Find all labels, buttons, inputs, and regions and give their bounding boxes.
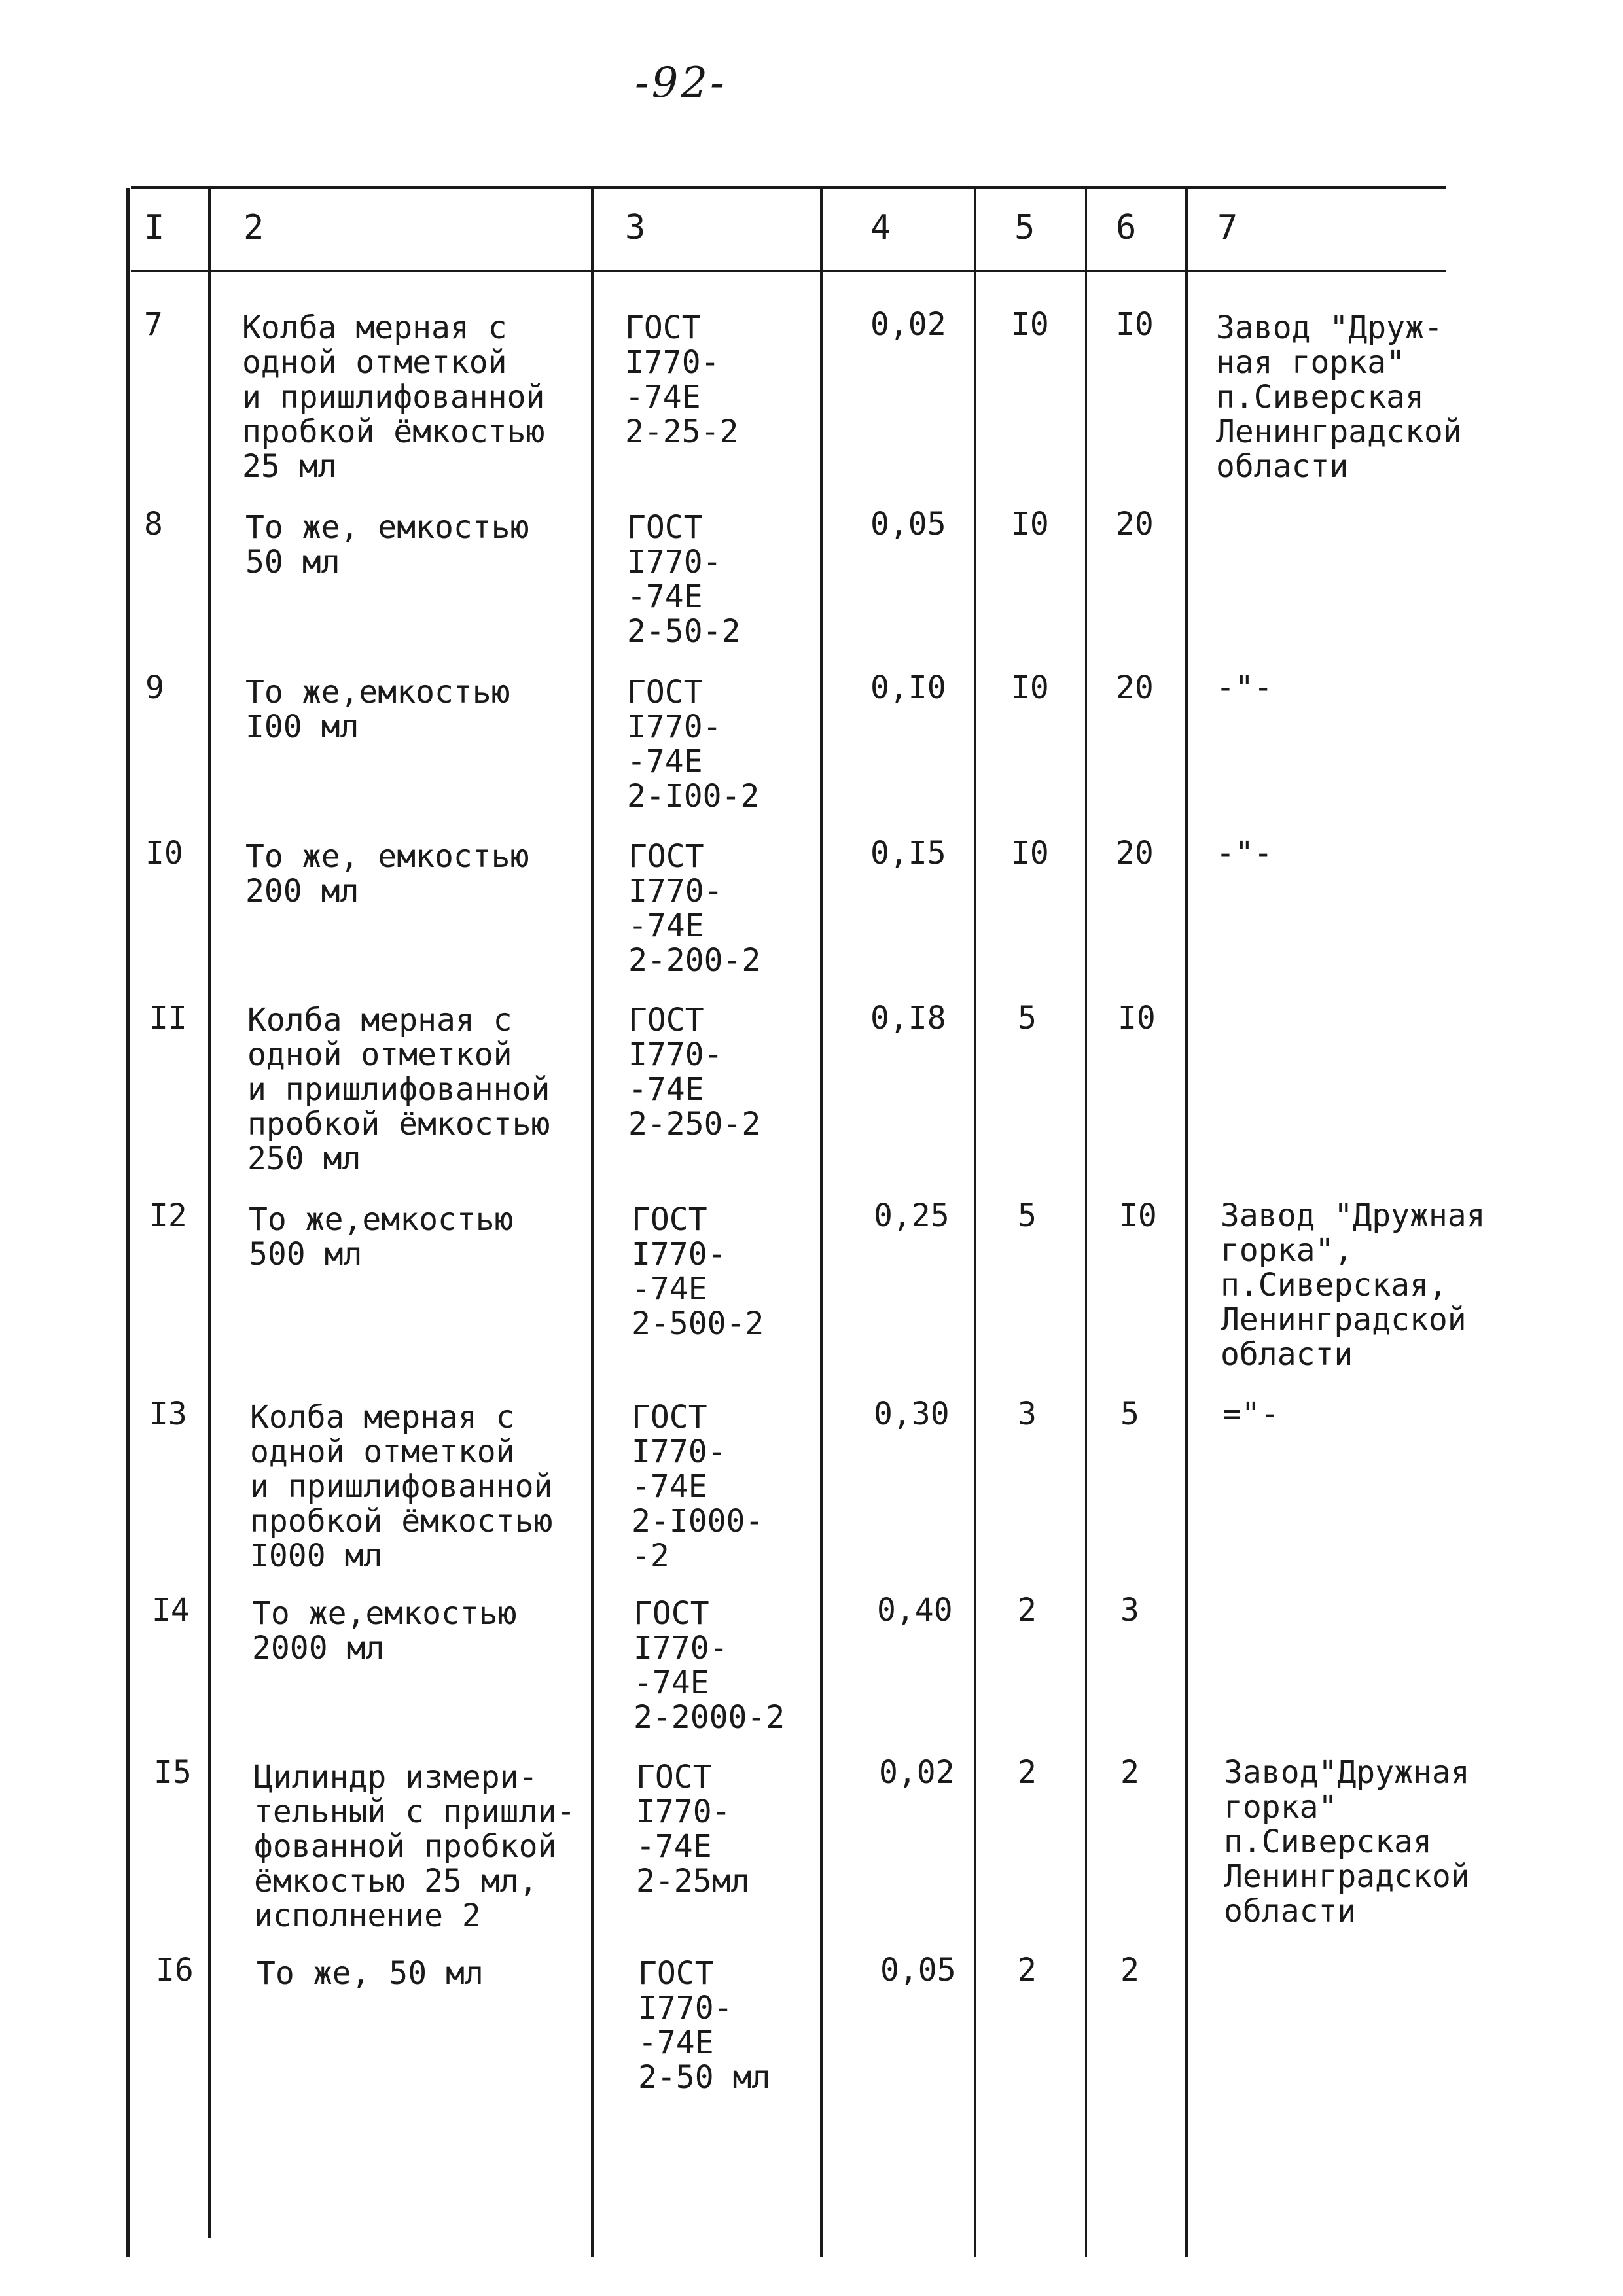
col5-value: 2 <box>1018 1952 1037 1988</box>
gost-ref: ГОСТ I770- -74Е 2-250-2 <box>628 1002 761 1142</box>
col5-value: I0 <box>1011 506 1049 542</box>
table-top-rule <box>131 186 1446 189</box>
col5-value: 3 <box>1018 1396 1037 1432</box>
row-number: 9 <box>145 669 164 706</box>
col5-value: I0 <box>1011 306 1049 343</box>
manufacturer: Завод "Друж- ная горка" п.Сиверская Ленинградской области <box>1216 309 1462 485</box>
col6-value: 5 <box>1120 1396 1139 1432</box>
col5-value: 2 <box>1018 1592 1037 1629</box>
gost-ref: ГОСТ I770- -74Е 2-50-2 <box>627 509 741 650</box>
column-header-4: 4 <box>870 208 891 247</box>
col6-value: 20 <box>1116 669 1154 706</box>
item-name: Колба мерная с одной отметкой и пришлифованной пробкой ёмкостью I000 мл <box>250 1399 553 1574</box>
column-rule-6 <box>1085 188 1087 2257</box>
mass-value: 0,05 <box>880 1952 956 1988</box>
column-header-6: 6 <box>1116 208 1137 247</box>
column-rule-4 <box>820 188 823 2257</box>
gost-ref: ГОСТ I770- -74Е 2-2000-2 <box>633 1595 785 1736</box>
manufacturer: Завод "Дружная горка", п.Сиверская, Ленинградской области <box>1221 1197 1486 1373</box>
item-name: То же,емкостью 500 мл <box>249 1201 514 1273</box>
item-name: То же, емкостью 50 мл <box>245 509 529 580</box>
column-rule-1 <box>126 188 130 2257</box>
item-name: Колба мерная с одной отметкой и пришлифованной пробкой ёмкостью 25 мл <box>242 309 545 485</box>
row-number: II <box>149 1000 187 1036</box>
column-header-2: 2 <box>243 208 264 247</box>
gost-ref: ГОСТ I770- -74Е 2-500-2 <box>632 1201 764 1342</box>
column-header-7: 7 <box>1217 208 1238 247</box>
row-number: I4 <box>152 1592 190 1629</box>
col5-value: 2 <box>1018 1754 1037 1791</box>
column-header-5: 5 <box>1014 208 1035 247</box>
col6-value: I0 <box>1118 1000 1156 1036</box>
col6-value: 2 <box>1120 1952 1139 1988</box>
col6-value: 3 <box>1120 1592 1139 1629</box>
gost-ref: ГОСТ I770- -74Е 2-25-2 <box>625 309 739 450</box>
item-name: То же,емкостью 2000 мл <box>252 1595 517 1667</box>
mass-value: 0,I8 <box>870 1000 946 1036</box>
column-rule-7 <box>1185 188 1188 2257</box>
col5-value: 5 <box>1018 1197 1037 1234</box>
column-header-1: I <box>144 208 165 247</box>
row-number: I0 <box>145 835 183 872</box>
manufacturer: -"- <box>1216 835 1273 872</box>
mass-value: 0,02 <box>879 1754 955 1791</box>
gost-ref: ГОСТ I770- -74Е 2-50 мл <box>638 1955 771 2096</box>
col6-value: 20 <box>1116 506 1154 542</box>
manufacturer: ="- <box>1222 1396 1279 1432</box>
mass-value: 0,30 <box>874 1396 950 1432</box>
header-bottom-rule <box>131 270 1446 272</box>
gost-ref: ГОСТ I770- -74Е 2-I000- -2 <box>632 1399 764 1574</box>
item-name: Колба мерная с одной отметкой и пришлифованной пробкой ёмкостью 250 мл <box>247 1002 550 1177</box>
mass-value: 0,25 <box>874 1197 950 1234</box>
row-number: 8 <box>144 506 163 542</box>
row-number: I6 <box>156 1952 194 1988</box>
row-number: I2 <box>149 1197 187 1234</box>
manufacturer: Завод"Дружная горка" п.Сиверская Ленинградской области <box>1224 1754 1470 1930</box>
col6-value: 20 <box>1116 835 1154 872</box>
mass-value: 0,02 <box>870 306 946 343</box>
mass-value: 0,I5 <box>870 835 946 872</box>
mass-value: 0,I0 <box>870 669 946 706</box>
col5-value: I0 <box>1011 835 1049 872</box>
item-name: Цилиндр измери- тельный с пришли- фованной пробкой ёмкостью 25 мл, исполнение 2 <box>254 1759 576 1934</box>
manufacturer: -"- <box>1216 669 1273 706</box>
column-rule-5 <box>974 188 976 2257</box>
col5-value: I0 <box>1011 669 1049 706</box>
mass-value: 0,05 <box>870 506 946 542</box>
column-rule-2 <box>208 188 211 2238</box>
col5-value: 5 <box>1018 1000 1037 1036</box>
row-number: I5 <box>154 1754 192 1791</box>
gost-ref: ГОСТ I770- -74Е 2-I00-2 <box>627 674 760 815</box>
row-number: 7 <box>144 306 163 343</box>
column-rule-3 <box>591 188 594 2257</box>
page-number: -92- <box>635 59 727 107</box>
item-name: То же,емкостью I00 мл <box>245 674 510 745</box>
row-number: I3 <box>149 1396 187 1432</box>
col6-value: I0 <box>1119 1197 1157 1234</box>
item-name: То же, 50 мл <box>257 1955 484 1992</box>
col6-value: 2 <box>1120 1754 1139 1791</box>
item-name: То же, емкостью 200 мл <box>245 838 529 910</box>
gost-ref: ГОСТ I770- -74Е 2-200-2 <box>628 838 761 979</box>
gost-ref: ГОСТ I770- -74Е 2-25мл <box>636 1759 750 1899</box>
column-header-3: 3 <box>625 208 646 247</box>
mass-value: 0,40 <box>877 1592 953 1629</box>
col6-value: I0 <box>1116 306 1154 343</box>
